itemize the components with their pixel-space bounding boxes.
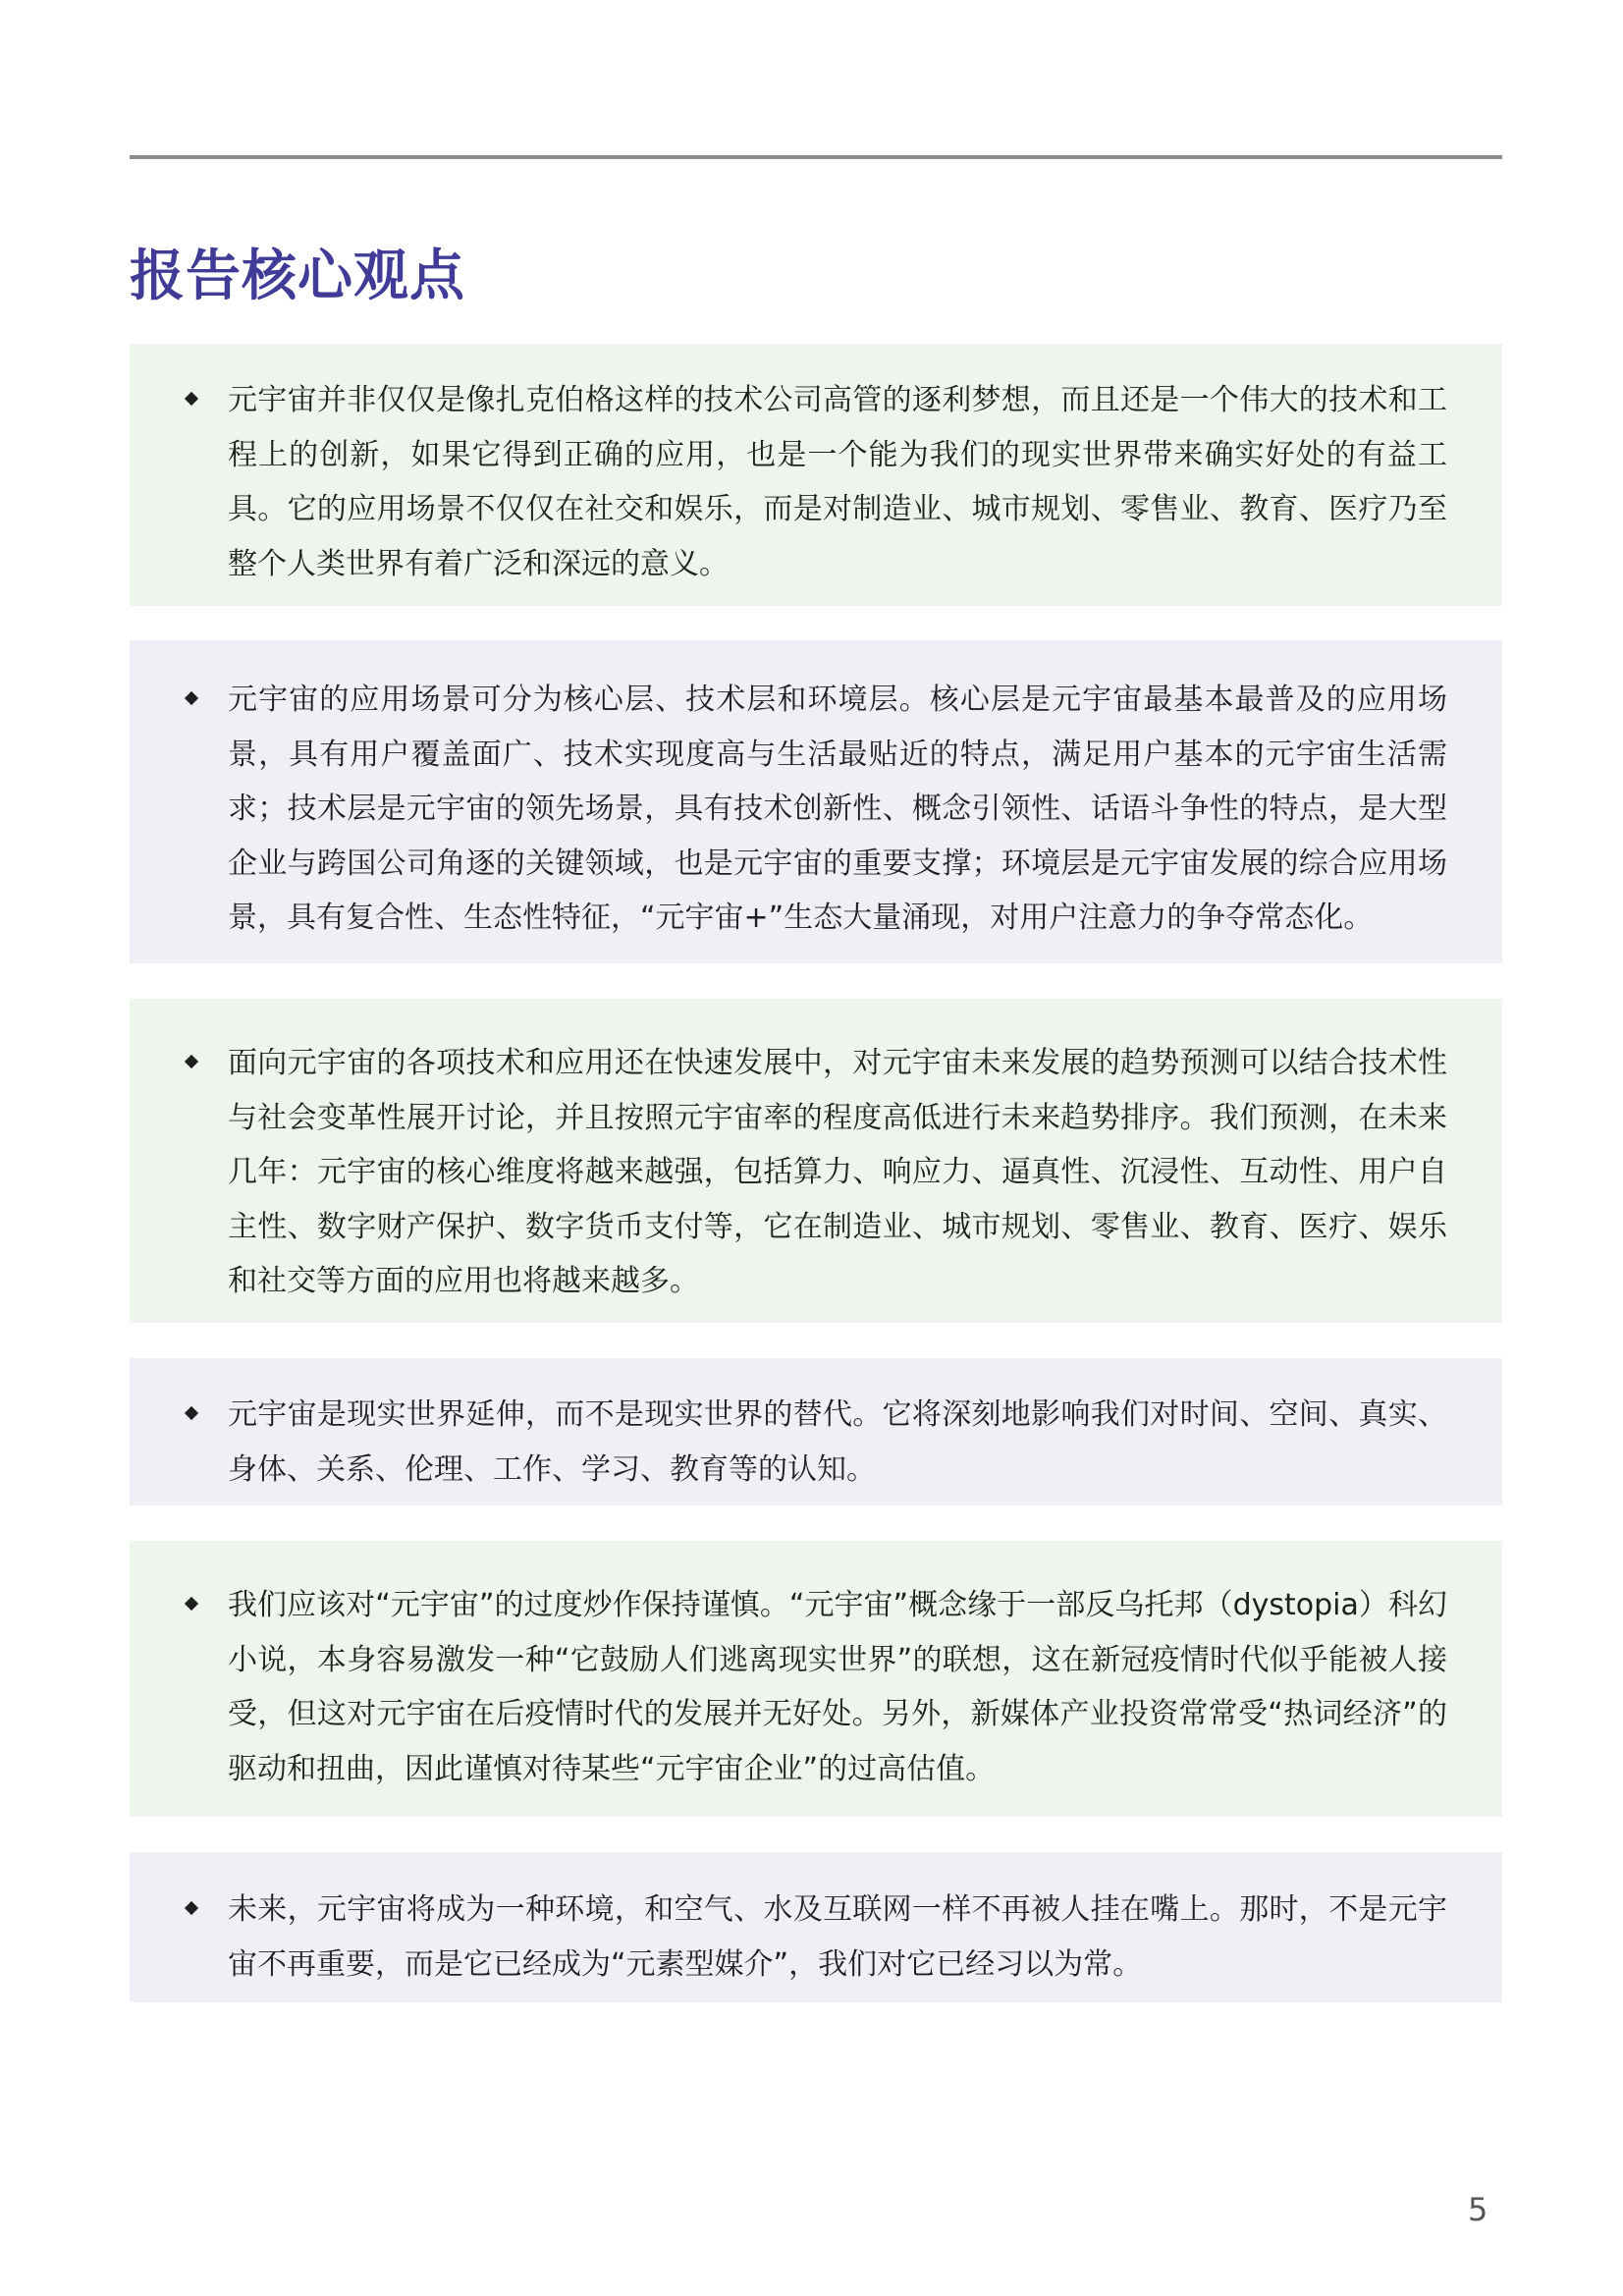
key-point-text-4 — [228, 1388, 1447, 1497]
diamond-bullet-icon — [185, 1406, 198, 1420]
diamond-bullet-icon — [185, 1597, 198, 1611]
key-point-text-1 — [228, 373, 1447, 591]
key-point-content-4: 元宇宙是现实世界延伸，而不是现实世界的替代。它将深刻地影响我们对时间、空间、真实、身体、关系、伦理、工作、学习、教育等的认知。 — [228, 1397, 1447, 1487]
key-point-text-3 — [228, 1036, 1447, 1309]
key-point-content-2: 元宇宙的应用场景可分为核心层、技术层和环境层。核心层是元宇宙最基本最普及的应用场景，具有用户覆盖面广、技术实现度高与生活最贴近的特点，满足用户基本的元宇宙生活需求；技术层是元宇宙的领先场景，具有技术创新性、概念引领性、话语斗争性的特点，是大型企业与跨国公司角逐的关键领域，也是元宇宙的重要支撑；环境层是元宇宙发展的综合应用场景，具有复合性、生态性特征，“元宇宙+”生态大量涌现，对用户注意力的争夺常态化。 — [228, 683, 1447, 935]
diamond-bullet-icon — [185, 1055, 198, 1068]
key-point-panel-3 — [130, 999, 1502, 1323]
key-point-panel-4 — [130, 1358, 1502, 1505]
page-title: 报告核心观点 — [130, 245, 465, 308]
diamond-bullet-icon — [185, 1901, 198, 1915]
diamond-bullet-icon — [185, 392, 198, 406]
key-point-content-6: 未来，元宇宙将成为一种环境，和空气、水及互联网一样不再被人挂在嘴上。那时，不是元宇宙不再重要，而是它已经成为“元素型媒介”，我们对它已经习以为常。 — [228, 1892, 1447, 1982]
key-point-content-5: 我们应该对“元宇宙”的过度炒作保持谨慎。“元宇宙”概念缘于一部反乌托邦（dystopia）科幻小说，本身容易激发一种“它鼓励人们逃离现实世界”的联想，这在新冠疫情时代似乎能被人接受，但这对元宇宙在后疫情时代的发展并无好处。另外，新媒体产业投资常常受“热词经济”的驱动和扭曲，因此谨慎对待某些“元宇宙企业”的过高估值。 — [228, 1588, 1447, 1786]
key-point-text-2 — [228, 673, 1447, 946]
page-number: 5 — [1468, 2191, 1488, 2228]
key-point-panel-5 — [130, 1541, 1502, 1817]
diamond-bullet-icon — [185, 691, 198, 705]
key-point-content-1: 元宇宙并非仅仅是像扎克伯格这样的技术公司高管的逐利梦想，而且还是一个伟大的技术和工程上的创新，如果它得到正确的应用，也是一个能为我们的现实世界带来确实好处的有益工具。它的应用场景不仅仅在社交和娱乐，而是对制造业、城市规划、零售业、教育、医疗乃至整个人类世界有着广泛和深远的意义。 — [228, 383, 1447, 581]
key-point-text-5 — [228, 1578, 1447, 1796]
key-point-panel-6 — [130, 1852, 1502, 2002]
key-point-panel-1 — [130, 344, 1502, 606]
key-point-text-6 — [228, 1883, 1447, 1992]
key-point-content-3: 面向元宇宙的各项技术和应用还在快速发展中，对元宇宙未来发展的趋势预测可以结合技术性与社会变革性展开讨论，并且按照元宇宙率的程度高低进行未来趋势排序。我们预测，在未来几年：元宇宙的核心维度将越来越强，包括算力、响应力、逼真性、沉浸性、互动性、用户自主性、数字财产保护、数字货币支付等，它在制造业、城市规划、零售业、教育、医疗、娱乐和社交等方面的应用也将越来越多。 — [228, 1046, 1447, 1298]
key-point-panel-2 — [130, 640, 1502, 963]
header-rule — [130, 155, 1502, 159]
